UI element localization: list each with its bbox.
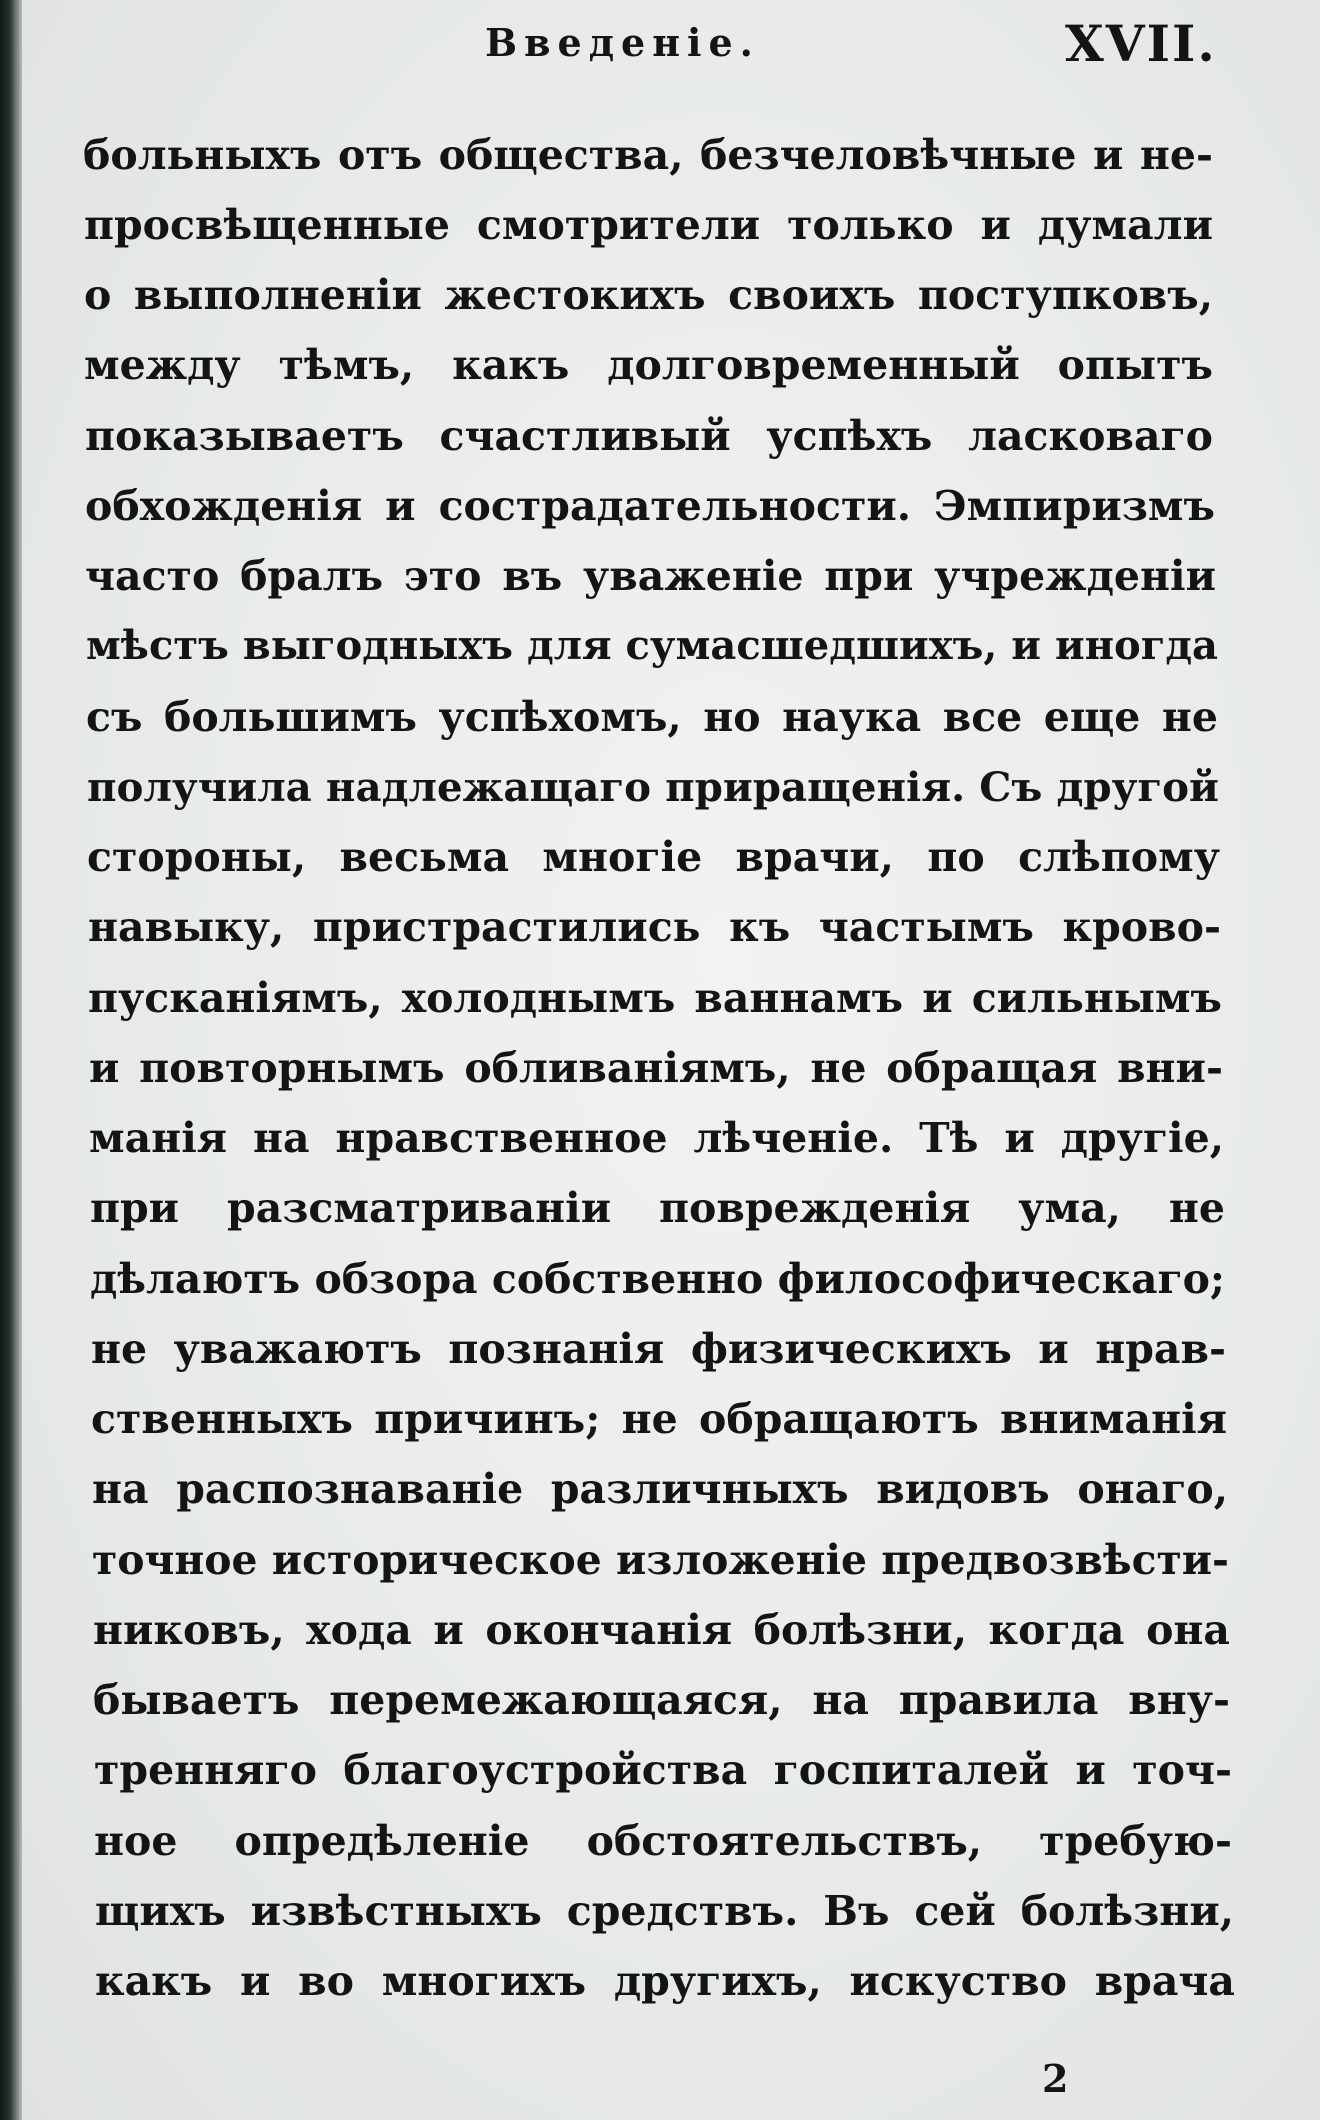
text-line: дѣлаютъ обзора собственно философическаго; xyxy=(90,1255,1225,1303)
text-line: бываетъ перемежающаяся, на правила вну- xyxy=(93,1676,1230,1724)
text-line: стороны, весьма многіе врачи, по слѣпому xyxy=(87,833,1220,881)
text-line: мѣстъ выгодныхъ для сумасшедшихъ, и иногда xyxy=(86,622,1218,669)
text-line: обхожденія и сострадательности. Эмпиризмъ xyxy=(85,482,1215,530)
text-line: какъ и во многихъ другихъ, искуство врача xyxy=(95,1957,1235,2005)
page-header xyxy=(0,14,1320,90)
text-line: никовъ, хода и окончанія болѣзни, когда она xyxy=(93,1606,1230,1654)
text-line: манія на нравственное лѣченіе. Тѣ и другіе, xyxy=(89,1114,1224,1162)
page-edge-shadow xyxy=(0,0,22,2120)
text-line: ное опредѣленіе обстоятельствъ, требую- xyxy=(94,1817,1232,1865)
text-line: между тѣмъ, какъ долговременный опытъ xyxy=(84,341,1213,389)
text-line: о выполненіи жестокихъ своихъ поступковъ, xyxy=(84,271,1213,319)
text-line: показываетъ счастливый успѣхъ ласковаго xyxy=(85,412,1213,460)
text-line: ственныхъ причинъ; не обращаютъ вниманія xyxy=(91,1395,1227,1443)
page-number: XVII. xyxy=(1065,14,1217,73)
text-line: просвѣщенные смотрители только и думали xyxy=(84,201,1213,249)
signature-mark: 2 xyxy=(1042,2056,1069,2101)
text-line: навыку, пристрастились къ частымъ крово- xyxy=(88,903,1221,951)
text-line: и повторнымъ обливаніямъ, не обращая вни- xyxy=(89,1044,1223,1092)
text-line: тренняго благоустройства госпиталей и точ- xyxy=(94,1746,1232,1794)
text-line: не уважаютъ познанія физическихъ и нрав- xyxy=(91,1325,1226,1373)
text-line: получила надлежащаго приращенія. Съ другой xyxy=(87,763,1219,811)
text-line: пусканіямъ, холоднымъ ваннамъ и сильнымъ xyxy=(88,974,1222,1022)
text-line: щихъ извѣстныхъ средствъ. Въ сей болѣзни, xyxy=(95,1887,1234,1935)
text-line: при разсматриваніи поврежденія ума, не xyxy=(90,1184,1225,1232)
running-head: Введеніе. xyxy=(485,20,760,65)
text-line: съ большимъ успѣхомъ, но наука все еще не xyxy=(86,693,1218,741)
text-line: на распознаваніе различныхъ видовъ онаго, xyxy=(92,1465,1228,1513)
text-line: точное историческое изложеніе предвозвѣсти- xyxy=(92,1536,1229,1584)
text-line: больныхъ отъ общества, безчеловѣчные и не- xyxy=(83,131,1213,179)
text-line: часто бралъ это въ уваженіе при учрежденіи xyxy=(85,552,1216,600)
